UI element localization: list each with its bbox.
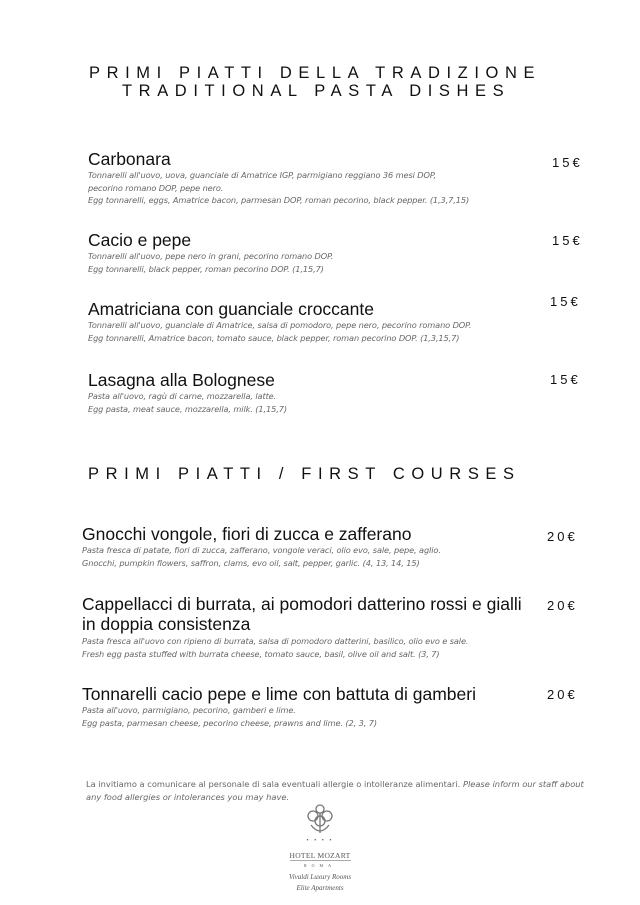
section1-title-en: TRADITIONAL PASTA DISHES xyxy=(122,82,511,100)
section1-title-it: PRIMI PIATTI DELLA TRADIZIONE xyxy=(89,64,542,82)
dish-name-line2: in doppia consistenza xyxy=(82,614,251,634)
dish-price: 20€ xyxy=(547,687,578,702)
dish-name: Carbonara xyxy=(88,149,171,169)
hotel-logo xyxy=(270,803,370,894)
allergy-note xyxy=(86,778,586,803)
dish-desc: Egg pasta, meat sauce, mozzarella, milk. (1,15,7) xyxy=(88,403,287,414)
dish-desc: Fresh egg pasta stuffed with burrata cheese, tomato sauce, basil, olive oil and salt. (3, 7) xyxy=(82,648,440,659)
dish-desc: Pasta fresca all'uovo con ripieno di burrata, salsa di pomodoro datterini, basilico, olio evo e sale. xyxy=(82,636,469,646)
logo-stars: • • • • xyxy=(306,838,334,844)
dish-name: Gnocchi vongole, fiori di zucca e zafferano xyxy=(82,524,412,544)
dish-desc: Pasta fresca di patate, fiori di zucca, zafferano, vongole veraci, olio evo, sale, pepe, aglio. xyxy=(82,545,441,555)
menu-item xyxy=(88,230,538,275)
dish-desc: Tonnarelli all'uovo, uova, guanciale di Amatrice IGP, parmigiano reggiano 36 mesi DOP, xyxy=(88,170,437,180)
section2-title: PRIMI PIATTI / FIRST COURSES xyxy=(88,465,521,483)
logo-city: ROMA xyxy=(303,863,336,868)
dish-name: Lasagna alla Bolognese xyxy=(88,370,275,390)
dish-desc: Tonnarelli all'uovo, guanciale di Amatrice, salsa di pomodoro, pepe nero, pecorino romano DOP. xyxy=(88,320,472,330)
dish-desc: Egg pasta, parmesan cheese, pecorino cheese, prawns and lime. (2, 3, 7) xyxy=(82,717,377,728)
allergy-note-en: Please inform our staff about any food allergies or intolerances you may have. xyxy=(86,779,584,802)
allergy-note-it: La invitiamo a comunicare al personale di sala eventuali allergie o intolleranze alimentari. xyxy=(86,779,461,789)
logo-line1: Vivaldi Luxury Rooms xyxy=(288,873,352,881)
crest-icon xyxy=(305,803,335,837)
dish-desc: pecorino romano DOP, pepe nero. xyxy=(88,182,224,193)
dish-desc: Pasta all'uovo, ragù di carne, mozzarella, latte. xyxy=(88,391,277,401)
dish-price: 15€ xyxy=(552,155,583,170)
menu-item xyxy=(88,370,538,415)
menu-item xyxy=(82,524,532,569)
dish-price: 20€ xyxy=(547,598,578,613)
dish-price: 15€ xyxy=(552,233,583,248)
dish-price: 15€ xyxy=(550,294,581,309)
dish-desc: Egg tonnarelli, Amatrice bacon, tomato sauce, black pepper, roman pecorino DOP. (1,3,15,7) xyxy=(88,332,460,343)
logo-hotel-name: HOTEL MOZART xyxy=(289,851,351,860)
dish-desc: Gnocchi, pumpkin flowers, saffron, clams, evo oil, salt, pepper, garlic. (4, 13, 14, 15) xyxy=(82,557,420,568)
dish-name: Tonnarelli cacio pepe e lime con battuta di gamberi xyxy=(82,684,476,704)
dish-name: Cappellacci di burrata, ai pomodori datterino rossi e gialli xyxy=(82,594,522,614)
dish-desc: Tonnarelli all'uovo, pepe nero in grani, pecorino romano DOP. xyxy=(88,251,334,261)
dish-desc: Pasta all'uovo, parmigiano, pecorino, gamberi e lime. xyxy=(82,705,296,715)
dish-name: Cacio e pepe xyxy=(88,230,192,250)
menu-item xyxy=(88,149,538,207)
menu-item xyxy=(88,299,538,344)
menu-item xyxy=(82,594,542,660)
dish-desc: Egg tonnarelli, eggs, Amatrice bacon, parmesan DOP, roman pecorino, black pepper. (1,3,7,15) xyxy=(88,195,470,205)
menu-item xyxy=(82,684,532,729)
dish-desc: Egg tonnarelli, black pepper, roman pecorino DOP. (1,15,7) xyxy=(88,263,324,274)
dish-name: Amatriciana con guanciale croccante xyxy=(88,299,374,319)
logo-line2: Elite Apartments xyxy=(296,884,344,892)
dish-price: 20€ xyxy=(547,529,578,544)
dish-price: 15€ xyxy=(550,372,581,387)
